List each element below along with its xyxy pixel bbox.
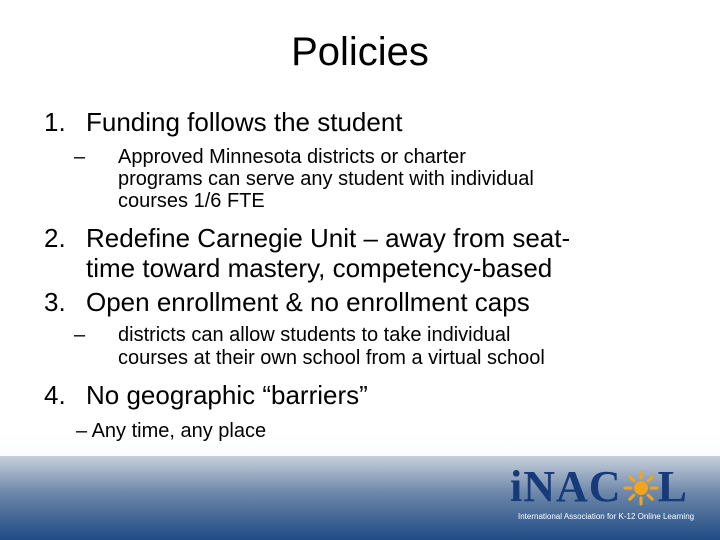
sub-line: programs can serve any student with individual — [118, 168, 534, 190]
list-text: Funding follows the student — [86, 107, 403, 137]
sub-line: courses at their own school from a virtual school — [118, 347, 545, 369]
list-number: 2. — [44, 223, 66, 253]
logo-tagline: International Association for K-12 Online Learning — [518, 512, 695, 521]
sun-icon — [623, 470, 659, 506]
logo-wordmark: iNAC L — [510, 462, 688, 511]
inacol-logo — [510, 462, 710, 536]
list-text: time toward mastery, competency-based — [86, 253, 553, 283]
list-text: No geographic “barriers” — [86, 380, 368, 410]
slide-title: Policies — [291, 30, 429, 74]
sub-line: Approved Minnesota districts or charter — [118, 146, 466, 168]
list-number: 4. — [44, 380, 66, 410]
sub-line: courses 1/6 FTE — [118, 190, 265, 212]
sub-line: districts can allow students to take individual — [118, 324, 511, 346]
list-text: Redefine Carnegie Unit – away from seat- — [86, 223, 571, 253]
sub-dash: – — [74, 146, 86, 168]
sub-item-4: – Any time, any place — [76, 420, 267, 442]
list-text: Open enrollment & no enrollment caps — [86, 287, 530, 317]
list-number: 1. — [44, 107, 66, 137]
sub-dash: – — [74, 324, 86, 346]
list-number: 3. — [44, 287, 66, 317]
